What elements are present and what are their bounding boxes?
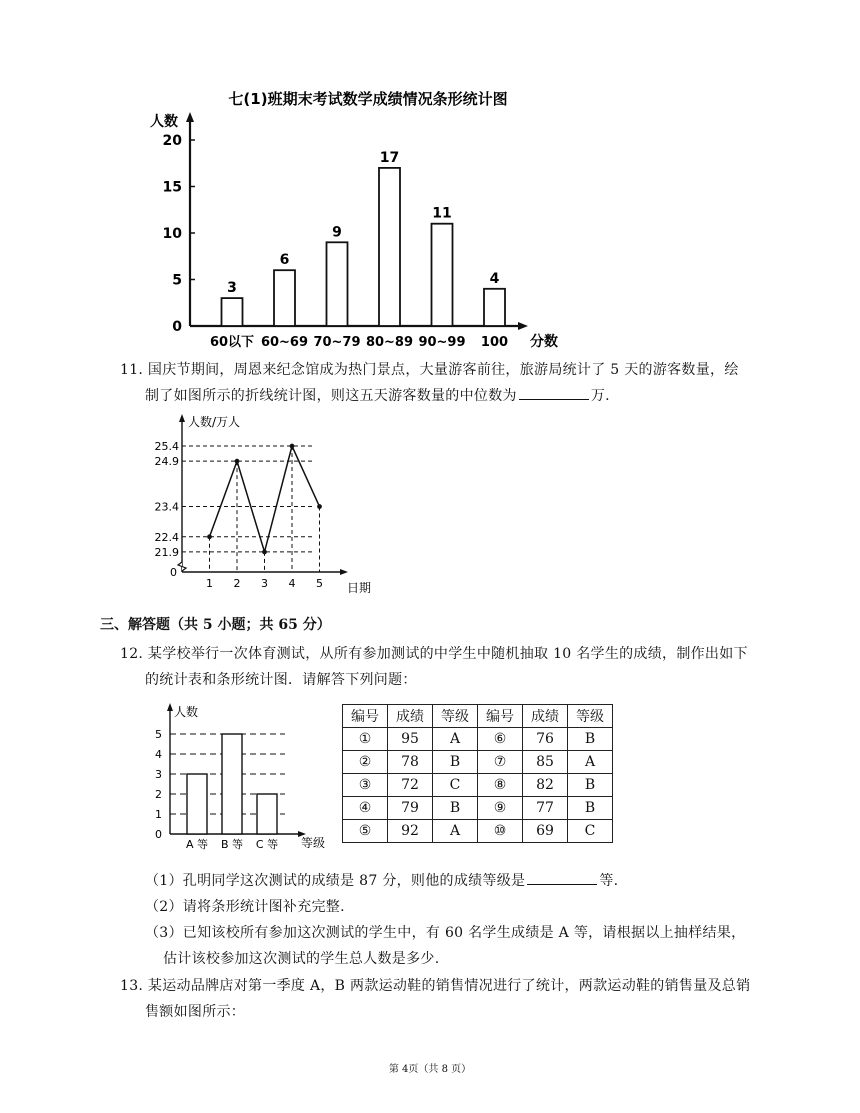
q12-sub3-line2: 估计该校参加这次测试的学生总人数是多少. (163, 951, 440, 967)
score-bar-chart (140, 78, 580, 356)
bar-chart-category-label: 80~89 (365, 335, 414, 350)
q12-sub2: （2）请将条形统计图补充完整. (145, 899, 345, 915)
line-chart-xtick-label: 2 (233, 577, 241, 590)
score-table-cell: ⑨ (478, 797, 523, 820)
line-chart-xlabel: 日期 (347, 581, 372, 595)
grade-chart-ytick-label: 1 (155, 808, 162, 821)
score-table-cell: ⑦ (478, 751, 523, 774)
score-table-cell: ④ (343, 797, 388, 820)
q12-sub3-line1: （3）已知该校所有参加这次测试的学生中，有 60 名学生成绩是 A 等，请根据以上抽样结果， (145, 925, 746, 941)
q12-sub1-tail: 等. (599, 873, 619, 889)
line-chart-ylabel: 人数/万人 (188, 415, 241, 429)
bar-chart-bar (327, 242, 348, 326)
score-table-header-cell: 等级 (433, 705, 478, 728)
grade-chart-xlabel: 等级 (301, 836, 326, 850)
bar-chart-bar (274, 270, 295, 326)
grade-chart-category-label: C 等 (255, 838, 279, 851)
bar-chart-ylabel: 人数 (150, 114, 178, 130)
grade-chart-bar (222, 734, 242, 834)
q12-line1: 12. 某学校举行一次体育测试，从所有参加测试的中学生中随机抽取 10 名学生的成绩，制作出如下 (120, 646, 748, 662)
table-row (343, 820, 613, 843)
line-chart-point (207, 534, 212, 539)
q13-line1: 13. 某运动品牌店对第一季度 A，B 两款运动鞋的销售情况进行了统计，两款运动鞋的销售量及总销 (120, 978, 751, 994)
line-chart-point (262, 550, 267, 555)
line-chart-ytick-label: 22.4 (154, 530, 179, 544)
grade-chart-bar (257, 794, 277, 834)
score-table-header-cell: 成绩 (388, 705, 433, 728)
score-table-header-cell: 编号 (343, 705, 388, 728)
score-table-cell: A (433, 728, 478, 751)
bar-chart-value-label: 3 (227, 280, 237, 297)
table-row (343, 797, 613, 820)
grade-chart-ytick-label: 3 (155, 768, 162, 781)
table-row (343, 728, 613, 751)
line-chart-point (317, 504, 322, 509)
score-table-cell: 76 (523, 728, 568, 751)
q12-sub1 (145, 868, 618, 894)
line-chart-x-arrow (340, 569, 348, 575)
score-table-cell: 79 (388, 797, 433, 820)
visitor-line-chart (154, 412, 390, 602)
score-table-cell: B (433, 751, 478, 774)
score-table-header-cell: 成绩 (523, 705, 568, 728)
score-table-cell: 78 (388, 751, 433, 774)
bar-chart-bar (222, 298, 243, 326)
score-table-cell: C (433, 774, 478, 797)
score-table-cell: ⑧ (478, 774, 523, 797)
line-chart-xtick-label: 5 (316, 577, 323, 590)
line-chart-series (210, 446, 320, 552)
q11-answer-blank[interactable] (519, 383, 589, 400)
score-table-cell: ⑩ (478, 820, 523, 843)
score-table-cell: B (433, 797, 478, 820)
grade-bar-chart (145, 700, 345, 856)
bar-chart-value-label: 17 (379, 149, 400, 166)
bar-chart-y-arrow (186, 112, 194, 122)
q12-sub1-text: （1）孔明同学这次测试的成绩是 87 分，则他的成绩等级是 (145, 873, 526, 889)
score-table-cell: 72 (388, 774, 433, 797)
grade-chart-ylabel: 人数 (174, 705, 199, 719)
score-table-header-cell: 编号 (478, 705, 523, 728)
grade-chart-category-label: A 等 (185, 838, 209, 851)
score-table-cell: ① (343, 728, 388, 751)
bar-chart-bar (379, 168, 400, 326)
bar-chart-category-label: 90~99 (418, 335, 466, 350)
bar-chart-ytick-label: 20 (162, 133, 182, 149)
bar-chart-ytick-label: 10 (162, 226, 182, 242)
score-table-cell: B (568, 797, 613, 820)
bar-chart-bar (484, 289, 505, 326)
score-table-cell: ② (343, 751, 388, 774)
line-chart-origin: 0 (170, 566, 177, 579)
score-table-cell: 82 (523, 774, 568, 797)
bar-chart-category-label: 60~69 (260, 335, 309, 350)
bar-chart-x-arrow (518, 322, 528, 330)
score-table-cell: C (568, 820, 613, 843)
section-3-title: 三、解答题（共 5 小题；共 65 分） (100, 617, 331, 633)
score-table-header-cell: 等级 (568, 705, 613, 728)
bar-chart-title: 七(1)班期末考试数学成绩情况条形统计图 (228, 90, 508, 108)
bar-chart-ytick-label: 15 (162, 179, 182, 196)
grade-chart-category-label: B 等 (220, 838, 244, 851)
q11-line2 (145, 383, 610, 409)
bar-chart-value-label: 4 (489, 270, 500, 287)
score-table (342, 704, 613, 843)
q12-line2: 的统计表和条形统计图．请解答下列问题： (145, 672, 417, 688)
bar-chart-xlabel: 分数 (530, 334, 558, 350)
bar-chart-ytick-label: 5 (172, 272, 182, 289)
score-table-cell: ⑥ (478, 728, 523, 751)
line-chart-ytick-label: 25.4 (154, 440, 179, 454)
page-footer: 第 4页（共 8 页） (388, 1064, 472, 1075)
bar-chart-ytick-label: 0 (172, 319, 182, 335)
bar-chart-value-label: 11 (432, 205, 452, 222)
line-chart-ytick-label: 23.4 (154, 500, 179, 514)
score-table-cell: B (568, 728, 613, 751)
score-table-cell: ③ (343, 774, 388, 797)
line-chart-y-arrow (179, 414, 185, 422)
score-table-header-row (343, 705, 613, 728)
score-table-cell: A (568, 751, 613, 774)
q12-sub1-blank[interactable] (527, 868, 597, 885)
line-chart-axis-break (178, 562, 186, 571)
bar-chart-value-label: 6 (279, 252, 290, 269)
bar-chart-category-label: 70~79 (313, 335, 361, 350)
score-table-cell: A (433, 820, 478, 843)
bar-chart-bar (432, 224, 453, 326)
grade-chart-y-arrow (167, 703, 173, 711)
score-table-cell: 92 (388, 820, 433, 843)
line-chart-xtick-label: 3 (261, 577, 268, 590)
line-chart-point (235, 459, 240, 464)
grade-chart-ytick-label: 4 (155, 748, 162, 761)
score-table-cell: B (568, 774, 613, 797)
grade-chart-bar (187, 774, 207, 834)
score-table-cell: 95 (388, 728, 433, 751)
table-row (343, 751, 613, 774)
line-chart-xtick-label: 4 (288, 577, 296, 590)
bar-chart-category-label: 100 (480, 335, 509, 350)
line-chart-ytick-label: 24.9 (154, 455, 179, 469)
q11-line2-text: 制了如图所示的折线统计图，则这五天游客数量的中位数为 (145, 388, 517, 404)
bar-chart-category-label: 60以下 (209, 335, 255, 350)
grade-chart-ytick-label: 2 (155, 788, 162, 801)
score-table-cell: 69 (523, 820, 568, 843)
bar-chart-value-label: 9 (332, 224, 342, 241)
line-chart-point (290, 444, 295, 449)
score-table-cell: 77 (523, 797, 568, 820)
line-chart-xtick-label: 1 (206, 577, 213, 590)
score-table-cell: 85 (523, 751, 568, 774)
line-chart-ytick-label: 21.9 (154, 545, 179, 559)
q13-line2: 售额如图所示： (145, 1004, 246, 1020)
q11-line2-tail: 万. (590, 388, 610, 404)
grade-chart-ytick-label: 0 (155, 828, 162, 841)
score-table-cell: ⑤ (343, 820, 388, 843)
q11-line1: 11. 国庆节期间，周恩来纪念馆成为热门景点，大量游客前往，旅游局统计了 5 天的游客数量，绘 (120, 362, 739, 378)
grade-chart-ytick-label: 5 (155, 728, 162, 741)
table-row (343, 774, 613, 797)
